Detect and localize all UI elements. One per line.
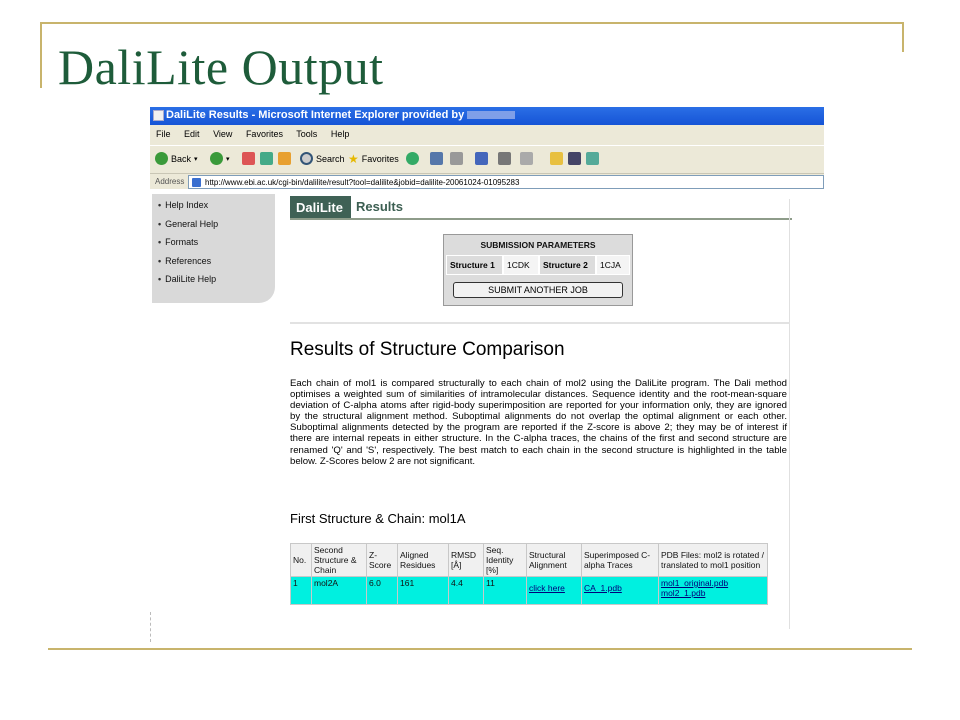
slide-frame-left bbox=[40, 22, 42, 88]
screenshot-edge bbox=[150, 612, 152, 642]
address-label: Address bbox=[155, 177, 185, 186]
print-icon[interactable] bbox=[450, 152, 463, 165]
menu-help[interactable]: Help bbox=[330, 129, 350, 139]
tools-icon[interactable] bbox=[586, 152, 599, 165]
redacted-text bbox=[467, 111, 515, 119]
printer-icon[interactable] bbox=[498, 152, 511, 165]
first-structure-heading: First Structure & Chain: mol1A bbox=[290, 511, 466, 526]
page-header: Results bbox=[356, 199, 403, 214]
sidebar-item-general-help[interactable]: • General Help bbox=[158, 218, 219, 229]
cell-chain: mol2A bbox=[312, 577, 366, 604]
sidebar bbox=[152, 194, 275, 303]
pdb-mol2-link[interactable]: mol2_1.pdb bbox=[661, 588, 706, 598]
slide-frame-bottom bbox=[48, 648, 912, 650]
structure1-label: Structure 1 bbox=[446, 255, 503, 275]
structure1-value: 1CDK bbox=[503, 255, 539, 275]
header-divider bbox=[290, 218, 792, 220]
params-row bbox=[446, 255, 630, 275]
menu-view[interactable]: View bbox=[213, 129, 233, 139]
mail-icon[interactable] bbox=[430, 152, 443, 165]
home-icon[interactable] bbox=[278, 152, 291, 165]
sidebar-item-dalilite-help[interactable]: • DaliLite Help bbox=[158, 274, 217, 284]
submission-parameters-box bbox=[443, 234, 633, 306]
col-traces: Superimposed C-alpha Traces bbox=[582, 544, 658, 576]
star-icon: ★ bbox=[348, 152, 359, 166]
menu-tools[interactable]: Tools bbox=[296, 129, 318, 139]
browser-window bbox=[150, 107, 824, 643]
submit-another-job-button[interactable]: SUBMIT ANOTHER JOB bbox=[453, 282, 623, 298]
edit-icon[interactable] bbox=[520, 152, 533, 165]
pdb-mol1-link[interactable]: mol1_original.pdb bbox=[661, 578, 729, 588]
favorites-button[interactable]: ★ Favorites bbox=[348, 152, 399, 166]
col-alignment: Structural Alignment bbox=[527, 544, 581, 576]
menu-file[interactable]: File bbox=[156, 129, 171, 139]
window-title: DaliLite Results - Microsoft Internet Explorer provided by bbox=[166, 109, 465, 121]
browser-toolbar bbox=[150, 145, 824, 173]
menu-bar bbox=[150, 125, 824, 145]
col-rmsd: RMSD [Å] bbox=[449, 544, 483, 576]
description-paragraph: Each chain of mol1 is compared structurally to each chain of mol2 using the DaliLite program. The Dali method optimises a weighted sum of similarities of intramolecular distances. Sequence identity and the root-mean-square deviation of C-alpha atoms after rigid-body superimposition are reported for your information only, they are ignored by the structural alignment method. Suboptimal alignments do not overlap the optimal alignment or each other. Suboptimal alignments detected by the program are reported if the Z-score is above 2; they may be of interest if there are internal repeats in either structure. In the C-alpha traces, the chains of the first and second structure are renamed 'Q' and 'S', respectively. The best match to each chain in the second structure is highlighted in the table below. Z-Scores below 2 are not significant. bbox=[290, 378, 787, 467]
cell-aligned: 161 bbox=[398, 577, 448, 604]
url-text: http://www.ebi.ac.uk/cgi-bin/dalilite/result?tool=dalilite&jobid=dalilite-20061024-01095283 bbox=[205, 178, 520, 187]
cell-rmsd: 4.4 bbox=[449, 577, 483, 604]
cell-no: 1 bbox=[291, 577, 311, 604]
menu-favorites[interactable]: Favorites bbox=[245, 129, 283, 139]
table-header-row bbox=[291, 544, 767, 576]
results-heading: Results of Structure Comparison bbox=[290, 339, 565, 360]
table-row bbox=[291, 577, 767, 604]
content-border bbox=[789, 199, 790, 629]
col-seqid: Seq. Identity [%] bbox=[484, 544, 526, 576]
font-icon[interactable] bbox=[475, 152, 488, 165]
slide-frame-right bbox=[902, 22, 904, 52]
sidebar-item-references[interactable]: • References bbox=[158, 255, 212, 266]
section-divider bbox=[290, 322, 790, 324]
cell-pdb bbox=[659, 577, 767, 604]
dalilite-logo: DaliLite bbox=[290, 196, 351, 218]
ie-icon bbox=[153, 110, 164, 121]
messenger-icon[interactable] bbox=[568, 152, 581, 165]
slide-title: DaliLite Output bbox=[58, 39, 384, 95]
stop-icon[interactable] bbox=[242, 152, 255, 165]
back-button[interactable]: Back ▾ bbox=[155, 152, 198, 165]
cell-seqid: 11 bbox=[484, 577, 526, 604]
cell-zscore: 6.0 bbox=[367, 577, 397, 604]
col-aligned: Aligned Residues bbox=[398, 544, 448, 576]
col-chain: Second Structure & Chain bbox=[312, 544, 366, 576]
structure2-value: 1CJA bbox=[596, 255, 630, 275]
cell-alignment bbox=[527, 577, 581, 604]
search-button[interactable]: Search bbox=[300, 152, 345, 165]
sidebar-item-formats[interactable]: • Formats bbox=[158, 237, 199, 247]
back-arrow-icon bbox=[155, 152, 168, 165]
params-title: SUBMISSION PARAMETERS bbox=[480, 240, 596, 250]
forward-button[interactable] bbox=[210, 152, 230, 165]
col-zscore: Z-Score bbox=[367, 544, 397, 576]
refresh-icon[interactable] bbox=[260, 152, 273, 165]
structure2-label: Structure 2 bbox=[539, 255, 596, 275]
history-icon[interactable] bbox=[406, 152, 419, 165]
col-no: No. bbox=[291, 544, 311, 576]
traces-link[interactable]: CA_1.pdb bbox=[584, 583, 622, 593]
alignment-link[interactable]: click here bbox=[529, 583, 565, 593]
address-bar bbox=[150, 173, 824, 189]
col-pdb: PDB Files: mol2 is rotated / translated to mol1 position bbox=[659, 544, 767, 576]
forward-arrow-icon bbox=[210, 152, 223, 165]
chevron-down-icon: ▾ bbox=[226, 155, 230, 163]
menu-edit[interactable]: Edit bbox=[184, 129, 200, 139]
folder-icon[interactable] bbox=[550, 152, 563, 165]
sidebar-item-help-index[interactable]: • Help Index bbox=[158, 200, 209, 210]
page-icon bbox=[192, 178, 201, 187]
results-table bbox=[290, 543, 768, 605]
search-icon bbox=[300, 152, 313, 165]
chevron-down-icon: ▾ bbox=[194, 155, 198, 163]
slide-frame-top bbox=[40, 22, 904, 24]
url-input[interactable] bbox=[188, 175, 824, 189]
window-titlebar bbox=[150, 107, 824, 125]
cell-traces bbox=[582, 577, 658, 604]
